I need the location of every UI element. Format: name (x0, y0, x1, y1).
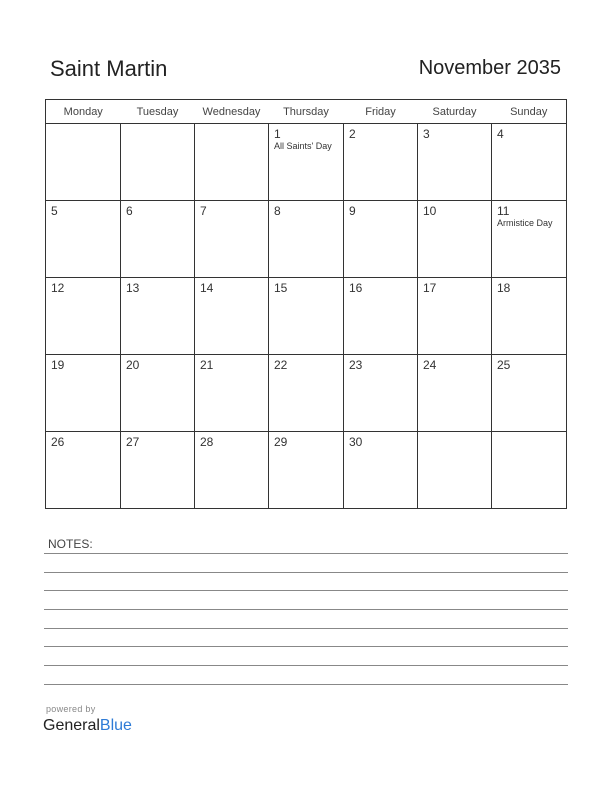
day-cell (344, 355, 418, 432)
week-row (46, 355, 567, 432)
day-cell (418, 201, 492, 278)
day-number: 12 (51, 281, 65, 295)
day-number: 23 (349, 358, 363, 372)
weekday-header: Monday (46, 100, 121, 124)
day-cell (492, 201, 567, 278)
calendar-grid (45, 99, 567, 509)
day-number: 21 (200, 358, 214, 372)
day-cell (269, 201, 344, 278)
day-number: 9 (349, 204, 356, 218)
day-number: 18 (497, 281, 511, 295)
day-number: 5 (51, 204, 58, 218)
day-cell (121, 201, 195, 278)
day-cell (121, 278, 195, 355)
day-number: 3 (423, 127, 430, 141)
day-number: 17 (423, 281, 437, 295)
day-number: 1 (274, 127, 281, 141)
day-cell (269, 355, 344, 432)
day-number: 16 (349, 281, 363, 295)
notes-line (44, 609, 568, 610)
notes-line (44, 572, 568, 573)
day-number: 19 (51, 358, 65, 372)
day-cell (46, 355, 121, 432)
month-year-title: November 2035 (418, 57, 561, 79)
brand-logo (43, 717, 132, 735)
day-number: 25 (497, 358, 511, 372)
day-number: 15 (274, 281, 288, 295)
brand-logo-part2: Blue (99, 717, 132, 734)
country-title: Saint Martin (50, 56, 168, 81)
day-cell (121, 432, 195, 509)
day-number: 26 (51, 435, 65, 449)
day-number: 10 (423, 204, 437, 218)
day-cell (269, 432, 344, 509)
notes-line (44, 590, 568, 591)
day-cell (418, 278, 492, 355)
notes-line (44, 553, 568, 554)
day-cell (46, 432, 121, 509)
notes-label: NOTES: (48, 537, 93, 551)
day-cell (344, 124, 418, 201)
day-cell (418, 355, 492, 432)
notes-line (44, 646, 568, 647)
day-cell (46, 124, 121, 201)
day-cell (195, 432, 269, 509)
weekday-header-row (46, 100, 567, 124)
day-cell (492, 278, 567, 355)
day-number: 22 (274, 358, 288, 372)
day-cell (418, 124, 492, 201)
day-number: 20 (126, 358, 140, 372)
brand-logo-part1: General (43, 717, 100, 734)
day-cell (121, 124, 195, 201)
day-cell (269, 278, 344, 355)
day-cell (344, 432, 418, 509)
week-row (46, 278, 567, 355)
day-number: 24 (423, 358, 437, 372)
weekday-header: Sunday (492, 100, 567, 124)
day-number: 27 (126, 435, 140, 449)
day-cell (46, 278, 121, 355)
day-number: 4 (497, 127, 504, 141)
notes-line (44, 665, 568, 666)
weekday-header: Thursday (269, 100, 344, 124)
holiday-label: All Saints' Day (274, 141, 332, 151)
day-number: 29 (274, 435, 288, 449)
notes-line (44, 628, 568, 629)
day-cell (195, 355, 269, 432)
notes-line (44, 684, 568, 685)
day-number: 7 (200, 204, 207, 218)
week-row (46, 124, 567, 201)
day-cell (344, 201, 418, 278)
day-number: 30 (349, 435, 363, 449)
day-cell (344, 278, 418, 355)
day-number: 13 (126, 281, 140, 295)
day-number: 28 (200, 435, 214, 449)
day-cell (492, 124, 567, 201)
week-row (46, 432, 567, 509)
day-number: 2 (349, 127, 356, 141)
day-number: 8 (274, 204, 281, 218)
day-number: 6 (126, 204, 133, 218)
day-cell (121, 355, 195, 432)
day-cell (195, 278, 269, 355)
weekday-header: Wednesday (195, 100, 269, 124)
week-row (46, 201, 567, 278)
day-cell (195, 201, 269, 278)
weekday-header: Saturday (418, 100, 492, 124)
day-cell (492, 432, 567, 509)
day-number: 14 (200, 281, 214, 295)
day-cell (195, 124, 269, 201)
day-number: 11 (497, 204, 510, 218)
day-cell (492, 355, 567, 432)
powered-by-text: powered by (46, 704, 96, 714)
day-cell (269, 124, 344, 201)
weekday-header: Friday (344, 100, 418, 124)
weekday-header: Tuesday (121, 100, 195, 124)
day-cell (418, 432, 492, 509)
day-cell (46, 201, 121, 278)
holiday-label: Armistice Day (497, 218, 553, 228)
